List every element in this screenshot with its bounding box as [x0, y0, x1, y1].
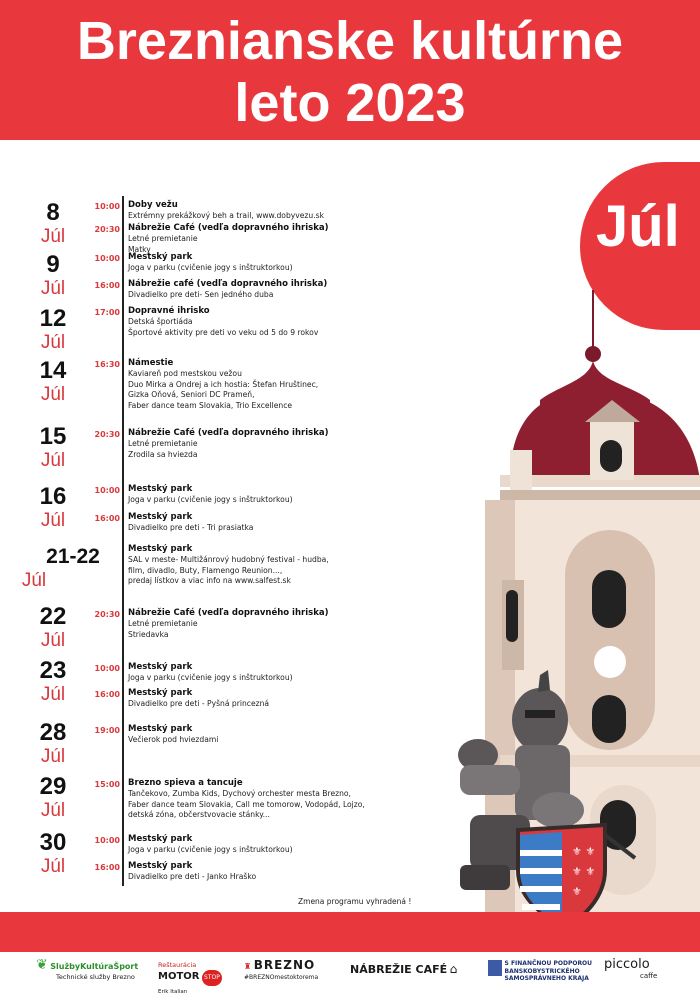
event-time: 19:00	[94, 726, 120, 735]
event-description	[128, 789, 365, 821]
logo-motor-text: MOTOR	[158, 971, 200, 982]
event-description	[128, 439, 198, 460]
event-description-line: Detská športiáda	[128, 317, 193, 326]
logo-piccolo-text: piccolo	[604, 957, 650, 972]
event-description-line: SAL v meste- Multižánrový hudobný festival - hudba,	[128, 555, 329, 564]
logo-brezno	[244, 960, 318, 983]
sluzby-leaf-icon: ❦	[36, 957, 48, 973]
event-place: Mestský park	[128, 544, 193, 554]
event-description-line: Divadielko pre deti - Janko Hraško	[128, 872, 257, 881]
event-time: 10:00	[94, 486, 120, 495]
event-description	[128, 619, 198, 640]
logo-kraj-line1: S FINANČNOU PODPOROU	[504, 960, 593, 967]
logo-brezno-sub: #BREZNOmestoktorema	[244, 974, 319, 981]
event-time: 10:00	[94, 836, 120, 845]
logo-nabrezie-text: NÁBREŽIE CAFÉ	[350, 963, 448, 976]
day-month: Júl	[40, 278, 66, 299]
logo-kraj-line3: SAMOSPRÁVNEHO KRAJA	[504, 975, 589, 982]
event-description	[128, 673, 293, 684]
event-time: 20:30	[94, 430, 120, 439]
event-time: 16:30	[94, 360, 120, 369]
brezno-tower-icon: ♜	[244, 962, 252, 971]
page-title	[0, 10, 700, 134]
sponsor-logos	[0, 956, 700, 995]
event-description-line: Matky	[128, 244, 151, 254]
event-description-line: Zrodila sa hviezda	[128, 449, 198, 459]
event-description-line: Joga v parku (cvičenie jogy s inštruktorkou)	[128, 263, 293, 272]
day-month: Júl	[40, 332, 66, 353]
logo-stop-text: STOP	[202, 970, 222, 986]
event-time: 17:00	[94, 308, 120, 317]
event-description	[128, 735, 218, 746]
day-number: 12	[39, 305, 67, 332]
day-number: 23	[39, 657, 67, 684]
event-description	[128, 369, 318, 411]
event-place: Mestský park	[128, 688, 193, 698]
event-place: Mestský park	[128, 662, 193, 672]
event-description-line: detská zóna, občerstvovacie stánky...	[128, 810, 270, 819]
day-number: 9	[46, 251, 60, 278]
event-description	[128, 555, 329, 587]
day-number: 8	[46, 199, 60, 226]
event-description-line: Divadielko pre deti - Pyšná princezná	[128, 699, 270, 708]
day-number: 30	[39, 829, 67, 856]
event-description	[128, 495, 293, 506]
logo-kraj	[488, 960, 592, 983]
event-description	[128, 845, 293, 856]
event-place: Brezno spieva a tancuje	[128, 778, 243, 788]
day-month: Júl	[40, 450, 66, 471]
event-place: Nábrežie Café (vedľa dopravného ihriska)	[128, 223, 329, 233]
event-description-line: Športové aktivity pre deti vo veku od 5 do 9 rokov	[128, 327, 319, 337]
event-description-line: Faber dance team Slovakia, Trio Excellence	[128, 400, 293, 410]
tower-knight-illustration	[440, 290, 700, 930]
event-description-line: Letné premietanie	[128, 234, 198, 243]
svg-text:⚜ ⚜: ⚜ ⚜	[572, 845, 596, 858]
event-place: Mestský park	[128, 484, 193, 494]
event-description-line: Duo Mirka a Ondrej a ich hostia: Štefan Hruštinec,	[128, 379, 319, 389]
logo-piccolo-sub: caffe	[640, 972, 658, 980]
logo-brezno-text: BREZNO	[253, 958, 316, 972]
logo-sluzby-sub: Technické služby Brezno	[56, 973, 135, 981]
day-month: Júl	[40, 630, 66, 651]
event-time: 16:00	[94, 863, 120, 872]
svg-text:⚜: ⚜	[572, 885, 582, 898]
day-number: 21-22	[46, 545, 100, 568]
event-description-line: Divadielko pre deti - Tri prasiatka	[128, 523, 254, 532]
event-time: 20:30	[94, 610, 120, 619]
event-place: Mestský park	[128, 512, 193, 522]
day-number: 16	[39, 483, 67, 510]
event-description-line: Joga v parku (cvičenie jogy s inštruktorkou)	[128, 673, 293, 682]
title-line-1: Breznianske kultúrne	[76, 11, 624, 71]
day-month: Júl	[40, 684, 66, 705]
event-place: Mestský park	[128, 834, 193, 844]
logo-nabrezie	[350, 964, 457, 976]
event-description-line: Joga v parku (cvičenie jogy s inštruktorkou)	[128, 495, 293, 504]
event-place: Nábrežie café (vedľa dopravného ihriska)	[128, 279, 328, 289]
event-description-line: Kaviareň pod mestskou vežou	[128, 369, 242, 378]
title-line-2: leto 2023	[234, 73, 466, 133]
logo-piccolo	[604, 957, 658, 981]
day-number: 22	[39, 603, 67, 630]
event-description	[128, 872, 256, 883]
event-place: Nábrežie Café (vedľa dopravného ihriska)	[128, 428, 329, 438]
event-time: 16:00	[94, 690, 120, 699]
event-description-line: Večierok pod hviezdami	[128, 735, 219, 744]
day-number: 15	[39, 423, 67, 450]
logo-motor-sub: Erik Italian	[158, 989, 188, 995]
event-place: Mestský park	[128, 861, 193, 871]
day-month: Júl	[21, 570, 47, 591]
event-time: 10:00	[94, 202, 120, 211]
event-description-line: Letné premietanie	[128, 619, 198, 628]
day-month: Júl	[40, 800, 66, 821]
event-place: Nábrežie Café (vedľa dopravného ihriska)	[128, 608, 329, 618]
kraj-crest-icon	[488, 960, 502, 976]
event-place: Doby vežu	[128, 200, 178, 210]
logo-sluzby	[36, 957, 139, 982]
event-description	[128, 211, 324, 222]
event-description-line: Faber dance team Slovakia, Call me tomorow, Vodopád, Lojzo,	[128, 799, 365, 809]
footer-banner	[0, 912, 700, 952]
month-badge-label: Júl	[596, 194, 680, 259]
event-time: 15:00	[94, 780, 120, 789]
schedule-divider	[122, 196, 124, 886]
event-description-line: Letné premietanie	[128, 439, 198, 448]
event-place: Dopravné ihrisko	[128, 306, 210, 316]
logo-kraj-line2: BANSKOBYSTRICKÉHO	[504, 967, 580, 975]
event-place: Mestský park	[128, 252, 193, 262]
logo-sluzby-text: SlužbyKultúraŠport	[50, 962, 139, 971]
day-month: Júl	[40, 856, 66, 877]
event-description	[128, 263, 293, 274]
event-time: 10:00	[94, 664, 120, 673]
event-description-line: predaj lístkov a viac info na www.salfest.sk	[128, 576, 291, 585]
event-description-line: Striedavka	[128, 629, 169, 639]
event-description	[128, 290, 273, 301]
day-month: Júl	[40, 226, 66, 247]
event-description-line: Gizka Oňová, Seniori DC Prameň,	[128, 390, 255, 399]
event-description-line: Tančekovo, Zumba Kids, Dychový orchester mesta Brezno,	[128, 789, 351, 798]
event-time: 20:30	[94, 225, 120, 234]
logo-motor	[158, 960, 222, 997]
event-description	[128, 523, 253, 534]
svg-text:⚜ ⚜: ⚜ ⚜	[572, 865, 596, 878]
event-time: 16:00	[94, 514, 120, 523]
nabrezie-building-icon: ⌂	[449, 962, 458, 976]
event-time: 16:00	[94, 281, 120, 290]
day-month: Júl	[40, 384, 66, 405]
event-description-line: Joga v parku (cvičenie jogy s inštruktorkou)	[128, 845, 293, 854]
day-month: Júl	[40, 510, 66, 531]
event-description-line: Extrémny prekážkový beh a trail, www.dobyvezu.sk	[128, 211, 324, 220]
program-note: Zmena programu vyhradená !	[298, 897, 412, 906]
day-month: Júl	[40, 746, 66, 767]
logo-restauracia-text: Reštaurácia	[158, 961, 197, 969]
day-number: 14	[39, 357, 67, 384]
event-description	[128, 317, 318, 338]
event-time: 10:00	[94, 254, 120, 263]
day-number: 28	[39, 719, 67, 746]
event-place: Námestie	[128, 358, 174, 368]
event-description-line: film, divadlo, Buty, Flamengo Reunion...,	[128, 565, 283, 575]
event-place: Mestský park	[128, 724, 193, 734]
event-description-line: Divadielko pre deti- Sen jedného duba	[128, 290, 274, 299]
day-number: 29	[39, 773, 67, 800]
event-description	[128, 699, 269, 710]
